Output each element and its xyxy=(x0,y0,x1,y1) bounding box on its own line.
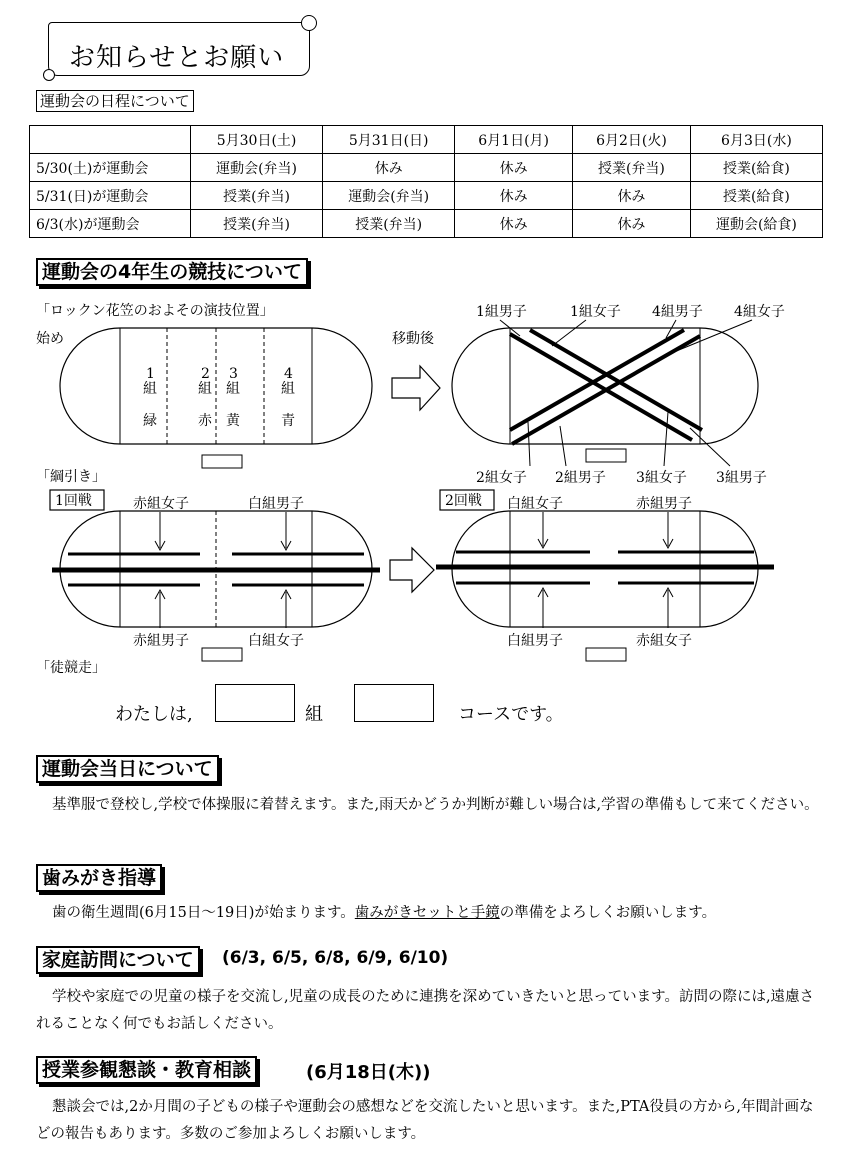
lane-color: 青 xyxy=(281,413,295,429)
lane-kumi: 組 xyxy=(198,381,212,397)
up-arrow-icon xyxy=(663,588,673,628)
lane-color: 黄 xyxy=(226,413,240,429)
rock-start-label: 始め xyxy=(36,331,64,347)
table-cell: 休み xyxy=(573,182,691,210)
visitday-date: (6月18日(木)) xyxy=(306,1062,431,1083)
down-arrow-icon xyxy=(663,512,673,548)
table-cell: 休み xyxy=(455,210,573,238)
lane-number: 3 xyxy=(229,366,238,382)
table-cell: 授業(弁当) xyxy=(573,154,691,182)
visit-heading: 家庭訪問について xyxy=(36,946,200,974)
events-diagram xyxy=(0,290,862,690)
team-label: 白組女子 xyxy=(248,633,304,649)
lane-color: 赤 xyxy=(198,413,212,429)
table-row xyxy=(30,210,823,238)
table-header-cell: 6月3日(水) xyxy=(690,126,822,154)
day-heading: 運動会当日について xyxy=(36,755,219,783)
table-cell: 授業(弁当) xyxy=(191,182,323,210)
pointer-line xyxy=(552,320,586,346)
lane-color: 緑 xyxy=(143,413,157,429)
team-label: 赤組男子 xyxy=(133,633,189,649)
right-arrow-icon xyxy=(392,366,440,410)
down-arrow-icon xyxy=(155,512,165,550)
up-arrow-icon xyxy=(281,590,291,628)
table-cell: 6/3(水)が運動会 xyxy=(30,210,191,238)
position-marker xyxy=(586,648,626,661)
team-label: 白組女子 xyxy=(507,496,563,512)
team-label: 白組男子 xyxy=(507,633,563,649)
visit-text: 学校や家庭での児童の様子を交流し,児童の成長のために連携を深めていきたいと思っています。訪問の際には,遠慮されることなく何でもお話しください。 xyxy=(36,989,815,1032)
schedule-table xyxy=(29,125,823,238)
tug-label: 「綱引き」 xyxy=(36,469,106,485)
table-cell: 授業(弁当) xyxy=(323,210,455,238)
teeth-text xyxy=(36,900,826,927)
formation-line xyxy=(510,334,692,440)
table-cell: 授業(給食) xyxy=(690,154,822,182)
table-header-cell: 5月30日(土) xyxy=(191,126,323,154)
down-arrow-icon xyxy=(538,512,548,548)
group-label: 2組女子 xyxy=(476,470,527,486)
group-label: 2組男子 xyxy=(555,470,606,486)
lane-kumi: 組 xyxy=(143,381,157,397)
table-cell: 休み xyxy=(455,182,573,210)
group-label: 4組男子 xyxy=(652,304,703,320)
page-title: お知らせとお願い xyxy=(69,43,285,73)
lane-number: 2 xyxy=(201,366,210,382)
race-sentence-a: わたしは, xyxy=(115,704,193,725)
group-label: 4組女子 xyxy=(734,304,785,320)
field-track xyxy=(452,328,758,444)
scroll-curl-icon xyxy=(301,15,317,31)
table-cell: 授業(給食) xyxy=(690,182,822,210)
visit-dates: (6/3, 6/5, 6/8, 6/9, 6/10) xyxy=(222,948,449,968)
table-cell: 休み xyxy=(573,210,691,238)
teeth-text-underlined: 歯みがきセットと手鏡 xyxy=(354,905,500,921)
class-answer-box[interactable] xyxy=(215,684,295,722)
visitday-heading: 授業参観懇談・教育相談 xyxy=(36,1056,257,1084)
rock-after-label: 移動後 xyxy=(392,331,434,347)
table-cell xyxy=(30,126,191,154)
table-cell: 休み xyxy=(323,154,455,182)
team-label: 赤組女子 xyxy=(133,496,189,512)
position-marker xyxy=(202,648,242,661)
right-arrow-icon xyxy=(390,548,434,592)
events-heading: 運動会の4年生の競技について xyxy=(36,258,308,286)
day-text: 基準服で登校し,学校で体操服に着替えます。また,雨天かどうか判断が難しい場合は,学習の準備もして来てください。 xyxy=(52,797,819,813)
down-arrow-icon xyxy=(281,512,291,550)
lane-number: 1 xyxy=(146,366,155,382)
teeth-text-b: の準備をよろしくお願いします。 xyxy=(499,905,717,921)
round-label: 2回戦 xyxy=(445,493,482,509)
table-row xyxy=(30,182,823,210)
table-cell: 5/30(土)が運動会 xyxy=(30,154,191,182)
position-marker xyxy=(202,455,242,468)
group-label: 1組男子 xyxy=(476,304,527,320)
lane-number: 4 xyxy=(284,366,293,382)
table-cell: 運動会(弁当) xyxy=(323,182,455,210)
page-title-banner xyxy=(48,22,310,76)
group-label: 3組女子 xyxy=(636,470,687,486)
group-label: 3組男子 xyxy=(716,470,767,486)
round-label: 1回戦 xyxy=(55,493,92,509)
up-arrow-icon xyxy=(155,590,165,628)
table-row xyxy=(30,154,823,182)
pointer-line xyxy=(690,428,730,466)
formation-line xyxy=(510,330,684,430)
team-label: 白組男子 xyxy=(248,496,304,512)
table-cell: 運動会(給食) xyxy=(690,210,822,238)
table-cell: 運動会(弁当) xyxy=(191,154,323,182)
up-arrow-icon xyxy=(538,588,548,628)
pointer-line xyxy=(560,426,566,466)
group-label: 1組女子 xyxy=(570,304,621,320)
schedule-label: 運動会の日程について xyxy=(36,90,194,112)
table-header-cell: 6月2日(火) xyxy=(573,126,691,154)
rock-label: 「ロックン花笠のおよその演技位置」 xyxy=(36,303,274,319)
course-answer-box[interactable] xyxy=(354,684,434,722)
table-header-cell: 5月31日(日) xyxy=(323,126,455,154)
race-sentence-c: コースです。 xyxy=(458,704,564,725)
formation-line xyxy=(530,330,702,430)
lane-kumi: 組 xyxy=(226,381,240,397)
teeth-text-a: 歯の衛生週間(6月15日〜19日)が始まります。 xyxy=(52,905,355,921)
table-cell: 授業(弁当) xyxy=(191,210,323,238)
pointer-line xyxy=(674,320,752,352)
race-sentence-b: 組 xyxy=(305,704,323,725)
scroll-curl-icon xyxy=(43,69,55,81)
table-cell: 休み xyxy=(455,154,573,182)
race-label: 「徒競走」 xyxy=(36,660,106,676)
team-label: 赤組女子 xyxy=(636,633,692,649)
table-header-cell: 6月1日(月) xyxy=(455,126,573,154)
team-label: 赤組男子 xyxy=(636,496,692,512)
visitday-text: 懇談会では,2か月間の子どもの様子や運動会の感想などを交流したいと思います。また,PTA役員の方から,年間計画などの報告もあります。多数のご参加よろしくお願いします。 xyxy=(36,1099,814,1142)
table-header-row xyxy=(30,126,823,154)
lane-kumi: 組 xyxy=(281,381,295,397)
table-cell: 5/31(日)が運動会 xyxy=(30,182,191,210)
teeth-heading: 歯みがき指導 xyxy=(36,864,162,892)
position-marker xyxy=(586,449,626,462)
pointer-line xyxy=(664,412,668,466)
